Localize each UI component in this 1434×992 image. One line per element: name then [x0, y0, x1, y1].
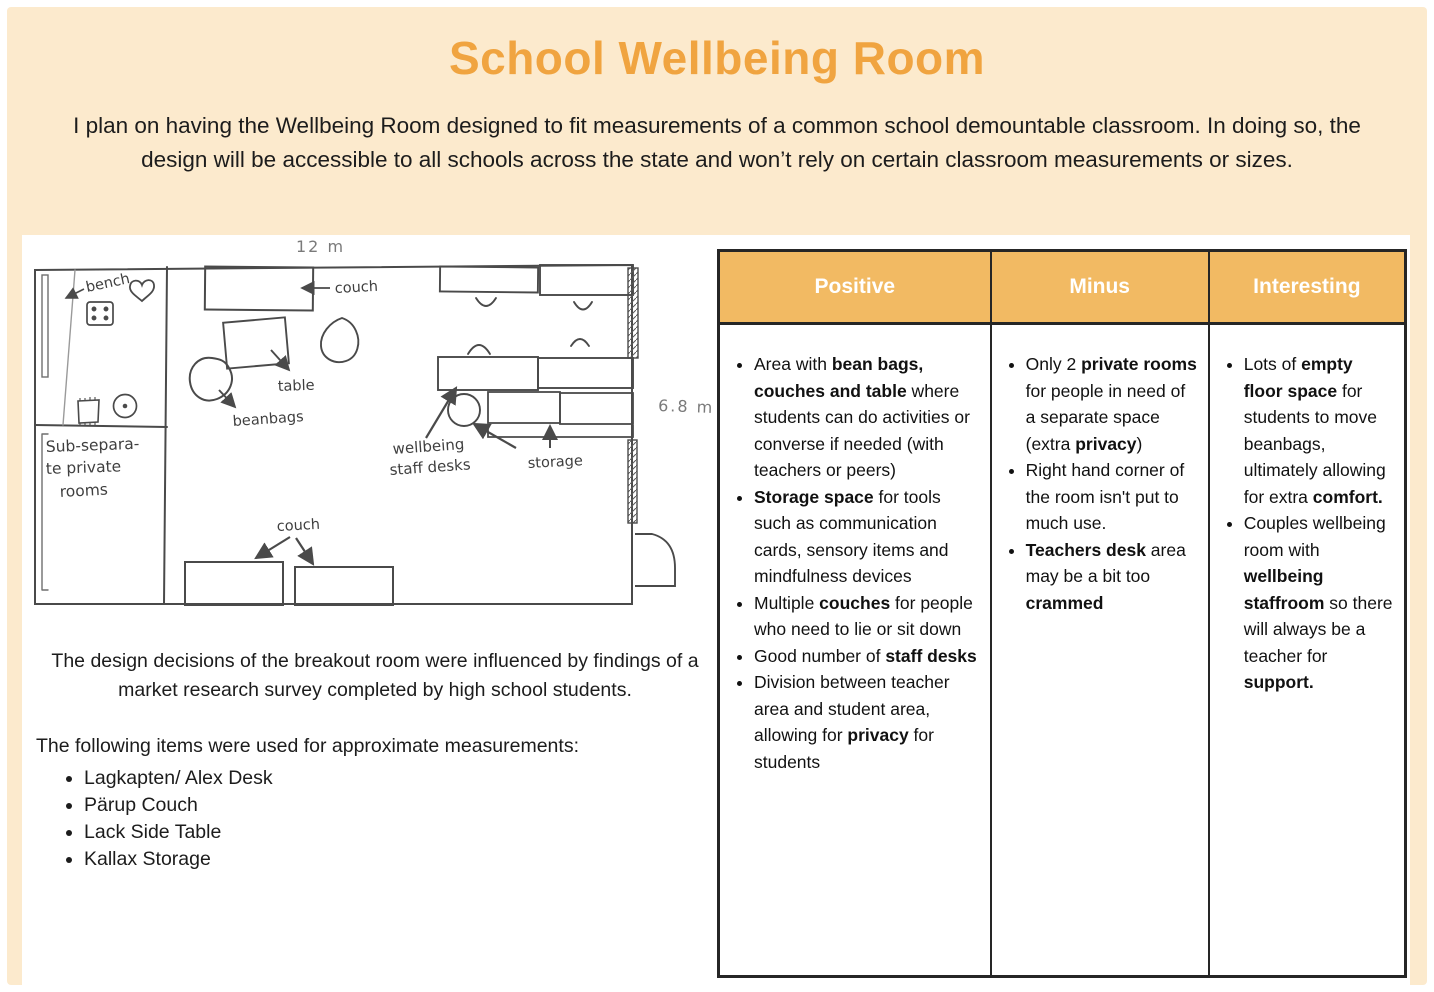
label-couch-top: couch	[334, 278, 379, 297]
pmi-header-interesting: Interesting	[1208, 252, 1404, 325]
content-panel	[22, 235, 1410, 985]
list-item: • Right hand corner of the room isn't put to much use.	[1026, 457, 1198, 537]
window-strip-top	[628, 268, 638, 358]
floor-plan-sketch	[30, 238, 725, 626]
list-item: • Only 2 private rooms for people in need of a separate space (extra privacy)	[1026, 351, 1198, 457]
svg-text:te private: te private	[45, 457, 122, 478]
couch-top-shape	[205, 267, 313, 311]
beanbag-shape	[190, 358, 232, 401]
couch-bottom-arrow-right	[296, 538, 313, 564]
label-bench: bench	[84, 271, 132, 296]
list-item: • Lots of empty floor space for students to move beanbags, ultimately allowing for extra comfort.	[1244, 351, 1394, 510]
pmi-table	[717, 249, 1407, 978]
label-beanbags: beanbags	[232, 409, 305, 430]
header	[7, 7, 1427, 177]
intro-paragraph: I plan on having the Wellbeing Room designed to fit measurements of a common school demountable classroom. In doing so, the design will be accessible to all schools across the state and won’t rely on certain classroom measurements or sizes.	[73, 113, 1361, 172]
label-room-height: 6.8 m	[657, 396, 715, 417]
list-item: • Lack Side Table	[84, 819, 696, 846]
label-room-width: 12 m	[296, 238, 346, 256]
pmi-cell-positive	[720, 325, 990, 975]
pmi-header-positive: Positive	[720, 252, 990, 325]
svg-text:wellbeing: wellbeing	[392, 435, 465, 458]
dice-icon	[87, 302, 113, 325]
couch-bottom-arrow-left	[256, 537, 290, 558]
door-swing-shape	[635, 534, 675, 586]
window-strip-bottom	[628, 440, 637, 523]
poster-canvas	[7, 7, 1427, 985]
storage-shapes	[488, 392, 633, 437]
interesting-list	[1218, 351, 1394, 696]
heart-doodle-icon	[130, 280, 154, 301]
list-item: • Lagkapten/ Alex Desk	[84, 765, 696, 792]
measurements-list	[36, 765, 696, 873]
bench-arrow	[66, 289, 84, 298]
measurements-intro: The following items were used for approximate measurements:	[36, 735, 579, 757]
measurements-block	[36, 733, 696, 873]
label-storage: storage	[527, 453, 584, 472]
stool-icon	[114, 395, 137, 418]
label-private-rooms	[46, 435, 140, 501]
bench-area	[42, 270, 75, 590]
svg-text:rooms: rooms	[59, 480, 109, 501]
pmi-cell-interesting	[1208, 325, 1404, 975]
list-item: • Good number of staff desks	[754, 643, 980, 670]
list-item: • Multiple couches for people who need to lie or sit down	[754, 590, 980, 643]
list-item: • Kallax Storage	[84, 846, 696, 873]
pmi-header-minus: Minus	[990, 252, 1208, 325]
list-item: • Pärup Couch	[84, 792, 696, 819]
list-item: • Area with bean bags, couches and table where students can do activities or converse if needed (with teachers or peers)	[754, 351, 980, 484]
label-staff-desks	[389, 435, 471, 479]
minus-list	[1000, 351, 1198, 616]
table-shape	[223, 317, 289, 368]
list-item: • Teachers desk area may be a bit too crammed	[1026, 537, 1198, 617]
svg-text:Sub-separa-: Sub-separa-	[45, 434, 140, 456]
floor-plan-svg	[30, 238, 725, 626]
svg-text:staff desks: staff desks	[389, 455, 472, 479]
teardrop-chair-shape	[321, 318, 358, 362]
staff-chair-arrow	[474, 424, 516, 448]
pmi-cell-minus	[990, 325, 1208, 975]
list-item: • Storage space for tools such as communication cards, sensory items and mindfulness devices	[754, 484, 980, 590]
rug-icon	[78, 397, 99, 426]
couch-bottom-right-shape	[295, 567, 393, 605]
staff-desks-arrow	[426, 388, 456, 438]
list-item: • Couples wellbeing room with wellbeing staffroom so there will always be a teacher for support.	[1244, 510, 1394, 696]
label-couch-bottom: couch	[276, 516, 321, 535]
page-title: School Wellbeing Room	[448, 32, 986, 84]
staff-desks-shapes	[438, 265, 633, 426]
list-item: • Division between teacher area and student area, allowing for privacy for students	[754, 669, 980, 775]
table-arrow	[271, 350, 289, 370]
label-table: table	[277, 377, 315, 395]
positive-list	[728, 351, 980, 775]
couch-bottom-left-shape	[185, 562, 283, 605]
design-note: The design decisions of the breakout room were influenced by findings of a market research survey completed by high school students.	[51, 650, 699, 701]
